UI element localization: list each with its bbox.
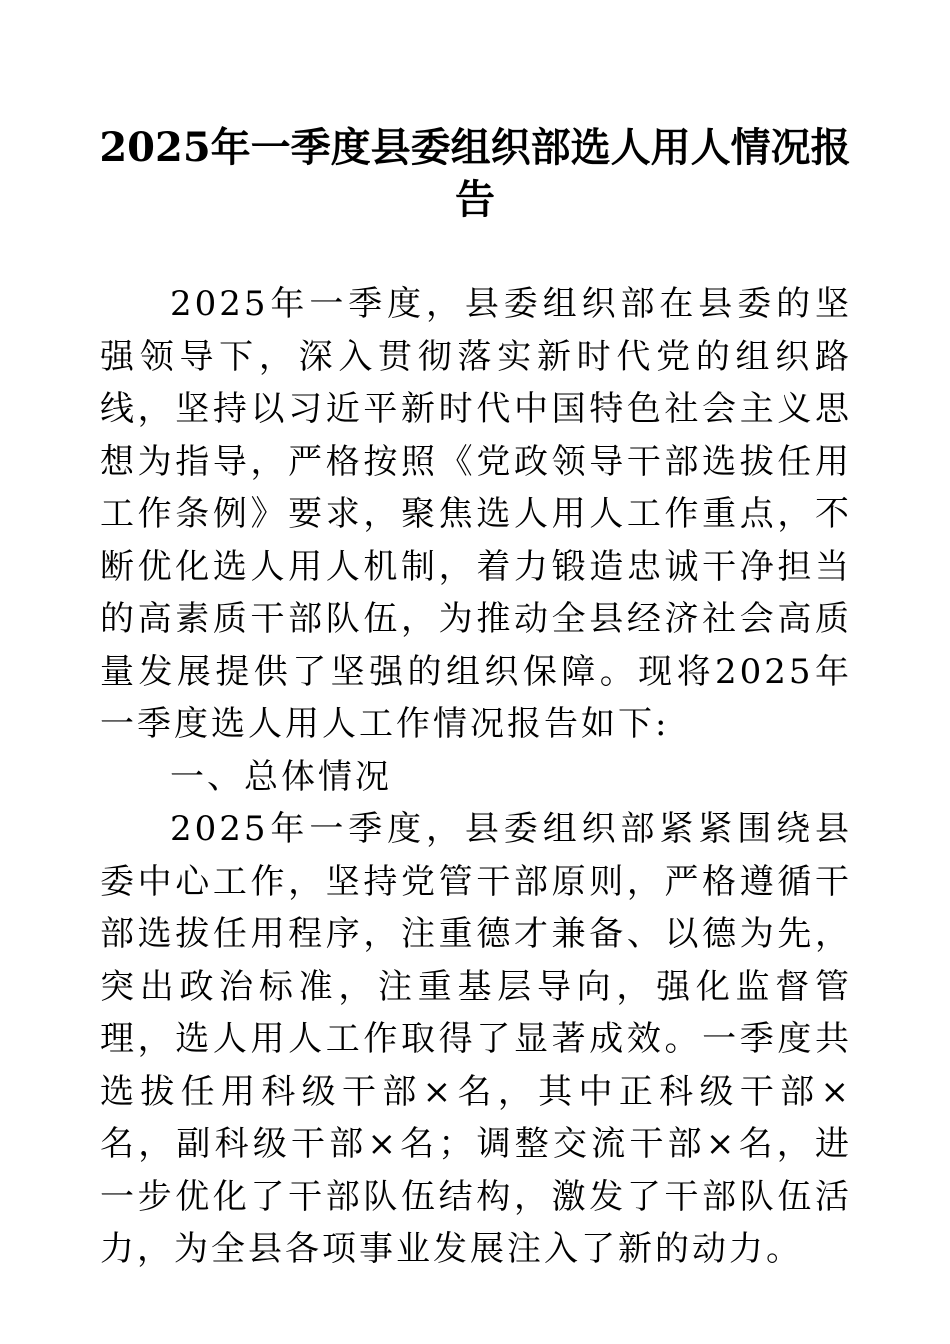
intro-paragraph: 2025年一季度，县委组织部在县委的坚强领导下，深入贯彻落实新时代党的组织路线，坚持以习近平新时代中国特色社会主义思想为指导，严格按照《党政领导干部选拔任用工作条例》要求，聚焦选人用人工作重点，不断优化选人用人机制，着力锻造忠诚干净担当的高素质干部队伍，为推动全县经济社会高质量发展提供了坚强的组织保障。现将2025年一季度选人用人工作情况报告如下:: [100, 284, 852, 744]
section-heading-overall: 一、总体情况: [170, 756, 392, 797]
overall-paragraph: 2025年一季度，县委组织部紧紧围绕县委中心工作，坚持党管干部原则，严格遵循干部选拔任用程序，注重德才兼备、以德为先，突出政治标准，注重基层导向，强化监督管理，选人用人工作取得了显著成效。一季度共选拔任用科级干部×名，其中正科级干部×名，副科级干部×名；调整交流干部×名，进一步优化了干部队伍结构，激发了干部队伍活力，为全县各项事业发展注入了新的动力。: [100, 809, 852, 1269]
document-title: 2025年一季度县委组织部选人用人情况报告: [99, 124, 851, 223]
document-body: [100, 278, 852, 1276]
